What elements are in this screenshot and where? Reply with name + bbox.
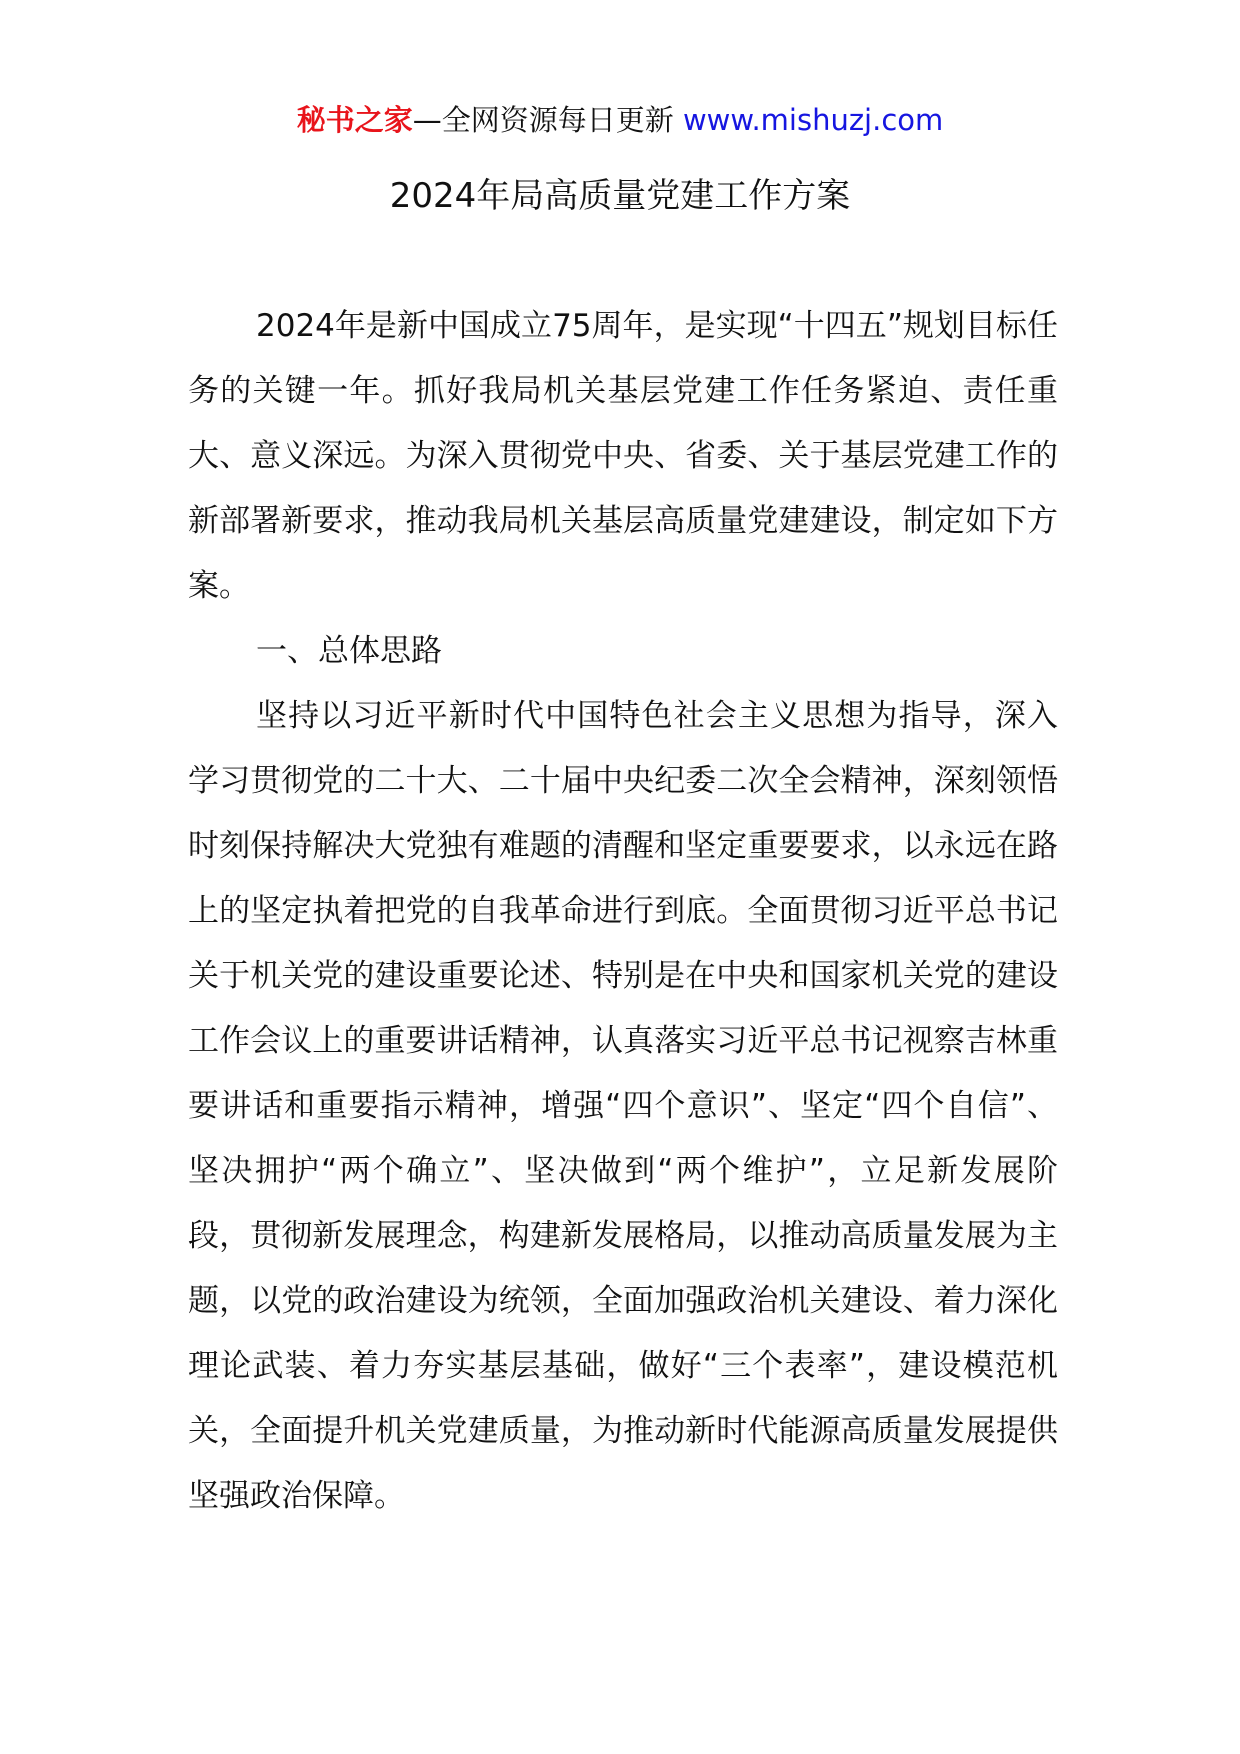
- document-title: 2024年局高质量党建工作方案: [389, 176, 851, 216]
- brand-name: 秘书之家: [296, 103, 413, 137]
- site-url-link[interactable]: www.mishuzj.com: [682, 103, 944, 137]
- section-paragraph-overall-approach: 坚持以习近平新时代中国特色社会主义思想为指导，深入学习贯彻党的二十大、二十届中央纪委二次全会精神，深刻领悟时刻保持解决大党独有难题的清醒和坚定重要要求，以永远在路上的坚定执着把党的自我革命进行到底。全面贯彻习近平总书记关于机关党的建设重要论述、特别是在中央和国家机关党的建设工作会议上的重要讲话精神，认真落实习近平总书记视察吉林重要讲话和重要指示精神，增强“四个意识”、坚定“四个自信”、坚决拥护“两个确立”、坚决做到“两个维护”，立足新发展阶段，贯彻新发展理念，构建新发展格局，以推动高质量发展为主题，以党的政治建设为统领，全面加强政治机关建设、着力深化理论武装、着力夯实基层基础，做好“三个表率”，建设模范机关，全面提升机关党建质量，为推动新时代能源高质量发展提供坚强政治保障。: [188, 698, 1058, 1514]
- section-heading-overall-approach: 一、总体思路: [256, 633, 442, 669]
- document-body: [188, 294, 1058, 1529]
- site-header: [0, 100, 1240, 140]
- intro-paragraph: 2024年是新中国成立75周年，是实现“十四五”规划目标任务的关键一年。抓好我局机关基层党建工作任务紧迫、责任重大、意义深远。为深入贯彻党中央、省委、关于基层党建工作的新部署新要求，推动我局机关基层高质量党建建设，制定如下方案。: [188, 308, 1058, 604]
- brand-tagline: —全网资源每日更新: [412, 103, 674, 137]
